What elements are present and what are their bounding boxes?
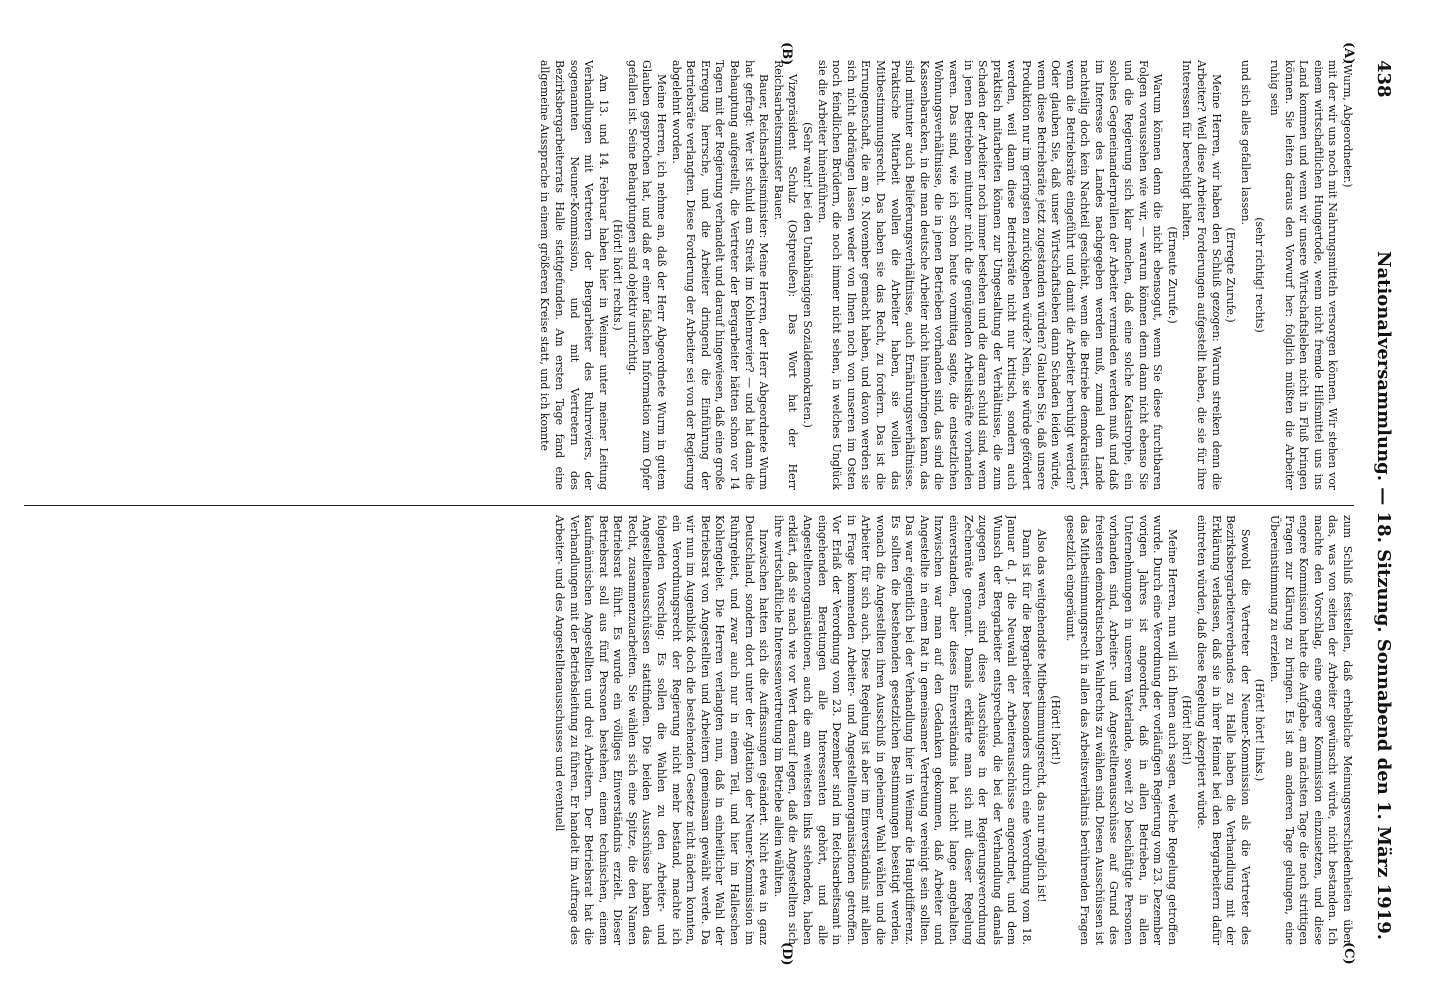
paragraph: Bauer, Reichsarbeitsminister: Meine Herren, der Herr Abgeordnete Wurm hat gefragt: Wer ist schuld am Streik im Kohlenrevier? — und hat dann die Behauptung aufgestellt, die Vertreter der Bergarbeiter hätten schon vor 14 Tagen mit der Regierung verhandelt und darauf hingewiesen, daß eine große Erregung herrsche, und die Arbeiter dringend die Einführung der Betriebsräte verlangten. Diese Forderung der Arbeiter sei von der Regierung abgelehnt worden.	[669, 60, 771, 490]
paragraph: Sowohl die Vertreter der Neuner-Kommission als die Vertreter des Bezirksbergarbeiterverbandes zu Halle haben die Verhandlung mit der Erklärung verlassen, daß sie in ihrer Heimat bei den Bergarbeitern dafür eintreten würden, daß diese Regelung akzeptiert würde.	[1195, 515, 1252, 945]
paragraph: (sehr richtig! rechts)	[1253, 217, 1267, 333]
paragraph: (Hört! hört! links.)	[1253, 678, 1267, 782]
paragraph: (Hört! hört!)	[1180, 695, 1194, 765]
column-divider	[24, 505, 1354, 506]
paragraph: Meine Herren, ich nehme an, daß der Herr Abgeordnete Wurm in gutem Glauben gesprochen hat, und daß er einer falschen Information zum Opfer gefallen ist. Seine Behauptungen sind objektiv unrichtig.	[625, 60, 669, 490]
paragraph: Meine Herren, wir haben den Schluß gezogen: Warum streiken denn die Arbeiter? Weil diese Arbeiter Forderungen aufgestellt haben, die sie für ihre Interessen für berechtigt halten.	[1180, 60, 1223, 490]
margin-marker-d: (D)	[779, 942, 794, 966]
page-title: Nationalversammlung. — 18. Sitzung. Sonnabend den 1. März 1919.	[1373, 251, 1395, 940]
page-number: 438	[1373, 60, 1395, 98]
margin-marker-b: (B)	[779, 42, 794, 66]
paragraph: (Hört! hört!)	[1049, 695, 1063, 765]
page-header	[1364, 60, 1404, 940]
paragraph: zum Schluß feststellen, daß erhebliche Meinungsverschiedenheiten über das, was von seiten der Arbeiter gewünscht würde, nicht bestanden. Ich machte den Vorschlag, eine engere Kommission einzusetzen, und diese engere Kommission hatte die Aufgabe, am nächsten Tage die noch strittigen Fragen zur Klärung zu bringen. Es ist am anderen Tage gelungen, eine Übereinstimmung zu erzielen.	[1268, 515, 1354, 945]
paragraph: (Wurm, Abgeordneter.)	[1341, 60, 1354, 188]
left-column	[34, 60, 1354, 490]
paragraph: Meine Herren, nun will ich Ihnen auch sagen, welche Regelung getroffen wurde. Durch eine Verordnung der vorläufigen Regierung vom 23. Dezember vorigen Jahres ist angeordnet, daß in allen Betrieben, in allen Unternehmungen in unserem Vaterlande, soweit 20 beschäftigte Personen vorhanden sind, Arbeiter- und Angestelltenausschüsse auf Grund des freiesten demokratischen Wahlrechts zu wählen sind. Diesen Ausschüssen ist das Mitbestimmungsrecht in allen das Arbeitsverhältnis berührenden Fragen gesetzlich eingeräumt.	[1063, 515, 1179, 945]
margin-marker-c: (C)	[1341, 942, 1356, 965]
paragraph: (Hört! hört! rechts.)	[611, 219, 625, 331]
paragraph: mit der wir uns noch mit Nahrungsmitteln versorgen können. Wir stehen vor einem wirtschaftlichen Hungertode, wenn nicht fremde Hilfsmittel uns ins Land kommen und wenn wir unsere Wirtschaftsleben nicht in Fluß bringen können. Sie leiten daraus den Vorwurf her: folglich müßten die Arbeiter ruhig sein	[1268, 60, 1340, 490]
paragraph: Also das weitgehendste Mitbestimmungsrecht, das nur möglich ist!	[1034, 529, 1048, 903]
paragraph: Dann ist für die Bergarbeiter besonders durch eine Verordnung vom 18. Januar d. J. die Neuwahl der Arbeiterausschüsse angeordnet, und dem Wunsch der Bergarbeiter entsprechend, die bei der Verhandlung damals zugegen waren, sind diese Ausschüsse in der Regierungsverordnung Zechenräte genannt. Damals erklärte man sich mit dieser Regelung einverstanden, aber dieses Einverständnis hat nicht lange angehalten. Inzwischen war man auf den Gedanken gekommen, daß Arbeiter und Angestellte in einem Rat in gemeinsamer Vertretung vereinigt sein sollten. Das war eigentlich bei der Verhandlung hier in Weimar die Hauptdifferenz. Es sollten die bestehenden gesetzlichen Bestimmungen beseitigt werden, wonach die Angestellten ihren Ausschuß in geheimer Wahl wählen und die Arbeiter für sich auch. Diese Regelung ist aber im Einverständnis mit allen in Frage kommenden Arbeiter- und Angestelltenorganisationen getroffen. Vor Erlaß der Verordnung vom 23. Dezember sind im Reichsarbeitsamt in eingehenden Beratungen alle Interessenten gehört, und alle Angestelltenorganisationen, auch die am weitesten links stehenden, haben erklärt, daß sie nach wie vor Wert darauf legen, daß die Angestellten sich ihre wirtschaftliche Interessenvertretung im Betriebe allein wählten.	[771, 515, 1033, 945]
paragraph: Am 13. und 14. Februar haben hier in Weimar unter meiner Leitung Verhandlungen mit Vertretern der Bergarbeiter des Ruhrreviers, der sogenannten Neuner-Kommission, und mit Vertretern des Bezirksbergarbeiterrats Halle stattgefunden. Am ersten Tage fand eine allgemeine Aussprache in einem größeren Kreise statt, und ich konnte	[538, 60, 610, 490]
margin-marker-a: (A)	[1341, 42, 1356, 65]
paragraph: (Erregte Zurufe.)	[1224, 227, 1238, 323]
right-column	[34, 515, 1354, 945]
paragraph: Inzwischen hatten sich die Auffassungen geändert. Nicht etwa in ganz Deutschland, sondern dort unter der Agitation der Neuner-Kommission im Ruhrgebiet, und zwar auch nur in einem Teil, und hier im Halleschen Kohlengebiet. Die Herren verlangten nun, daß in einheitlicher Wahl der Betriebsrat von Angestellten und Arbeitern gemeinsam gewählt werde. Da wir nun im Augenblick doch die bestehenden Gesetze nicht ändern konnten, ein Verordnungsrecht der Regierung nicht mehr bestand, machte ich folgenden Vorschlag: Es sollen die Wahlen zu den Arbeiter- und Angestelltenausschüssen stattfinden. Die beiden Ausschüsse haben das Recht, zusammenzuarbeiten. Sie wählen sich eine Spitze, die den Namen Betriebsrat führt. Es wurde ein völliges Einverständnis erzielt. Dieser Betriebsrat soll aus fünf Personen bestehen, einem technischen, einem kaufmännischen Angestellten und drei Arbeitern. Der Betriebsrat hat die Verhandlungen mit der Betriebsleitung zu führen. Er handelt im Auftrage des Arbeiter- und des Angestelltenausschusses und eventuell	[552, 515, 771, 945]
paragraph: (Sehr wahr! bei den Unabhängigen Sozialdemokraten.)	[801, 122, 815, 428]
paragraph: (Erneute Zurufe.)	[1165, 226, 1179, 324]
paragraph: Vizepräsident Schulz (Ostpreußen): Das Wort hat der Herr Reichsarbeitsminister Bauer.	[771, 60, 800, 490]
paragraph: und sich alles gefallen lassen.	[1238, 60, 1252, 225]
paragraph: Warum können denn die nicht ebensogut, wenn Sie diese furchtbaren Folgen voraussehen wie wir, — warum können denn dann nicht ebenso Sie und die Regierung sich klar machen, daß eine solche Katastrophe, ein solches Gegeneinanderprallen der Arbeiter vermieden werden muß und daß im Interesse des Landes nachgegeben werden muß, zumal dem Lande nachteilig doch kein Nachteil geschieht, wenn die Betriebe demokratisiert, wenn die Betriebsräte eingeführt und damit die Arbeiter beruhigt werden? Oder glauben Sie, daß unser Wirtschaftsleben dann Schaden leiden würde, wenn diese Betriebsräte jetzt zugestanden würden? Glauben Sie, daß unsere Produktion nur im geringsten zurückgehen würde? Nein, sie würde gefördert werden, weil dann diese Betriebsräte nicht nur kritisch, sondern auch praktisch mitarbeiten können zur Umgestaltung der Verhältnisse, die zum Schaden der Arbeiter noch immer bestehen und die daran schuld sind, wenn in jenen Betrieben mitunter nicht die genügenden Arbeitskräfte vorhanden waren. Das sind, wie ich schon heute vormittag sagte, die entsetzlichen Wohnungsverhältnisse, die in jenen Betrieben vorhanden sind, das sind die Kassenbaracken, in die man deutsche Arbeiter nicht hineinbringen kann, das sind mitunter auch Belieferungsverhältnisse, auch Ernährungsverhältnisse. Praktische Mitarbeit wollen die Arbeiter haben, sie wollen das Mitbestimmungsrecht. Das haben sie das Recht, zu fordern. Das ist die Errungenschaft, die am 9. November gemacht haben, und davon werden sie sich nicht abdrängen lassen weder von Ihnen noch von unseren im Osten noch feindlichen Brüdern, die noch immer nicht sehen, in welches Unglück sie die Arbeiter hineinführen.	[815, 60, 1165, 490]
